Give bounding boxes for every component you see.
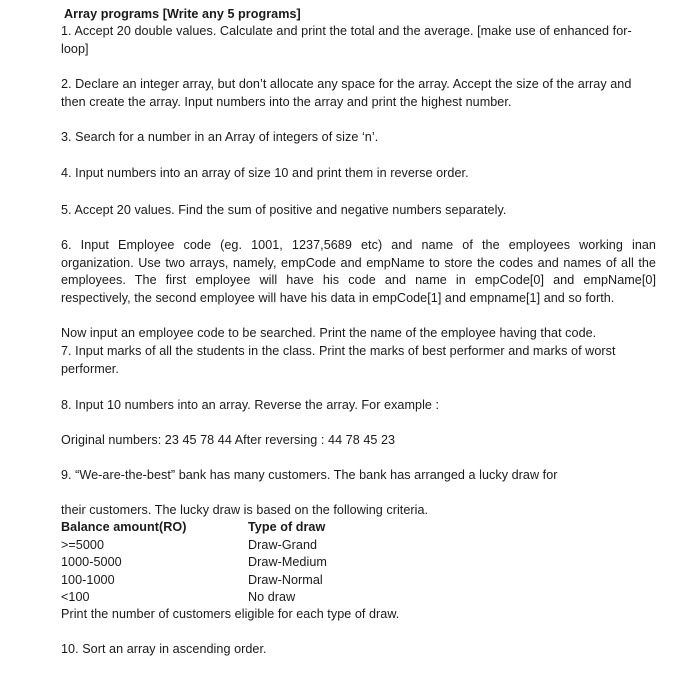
question-9-line-1: 9. “We-are-the-best” bank has many customers. The bank has arranged a lucky draw for xyxy=(61,468,558,482)
question-4: 4. Input numbers into an array of size 10 and print them in reverse order. xyxy=(61,166,469,180)
draw-table-row-balance: >=5000 xyxy=(61,538,105,552)
question-8-example: Original numbers: 23 45 78 44 After reversing : 44 78 45 23 xyxy=(61,433,396,447)
draw-table-row-type: Draw-Medium xyxy=(248,555,327,569)
question-8-line-1: 8. Input 10 numbers into an array. Reverse the array. For example : xyxy=(61,398,440,412)
question-7-line-1: 7. Input marks of all the students in the class. Print the marks of best performer and marks of worst xyxy=(61,344,616,358)
question-5: 5. Accept 20 values. Find the sum of positive and negative numbers separately. xyxy=(61,203,507,217)
question-2-line-2: then create the array. Input numbers into the array and print the highest number. xyxy=(61,95,512,109)
question-3: 3. Search for a number in an Array of integers of size ‘n’. xyxy=(61,130,379,144)
question-1-line-2: loop] xyxy=(61,42,89,56)
draw-table-header-type: Type of draw xyxy=(248,520,326,534)
page-heading: Array programs [Write any 5 programs] xyxy=(64,7,301,21)
question-9-closing: Print the number of customers eligible for each type of draw. xyxy=(61,607,400,621)
question-6-line-4: respectively, the second employee will have his data in empCode[1] and empname[1] and so forth. xyxy=(61,291,615,305)
question-6-followup: Now input an employee code to be searched. Print the name of the employee having that code. xyxy=(61,326,597,340)
question-6-line-1: 6. Input Employee code (eg. 1001, 1237,5689 etc) and name of the employees working inan xyxy=(61,238,656,252)
question-10: 10. Sort an array in ascending order. xyxy=(61,642,267,656)
draw-table-row-type: Draw-Grand xyxy=(248,538,318,552)
draw-table-header-balance: Balance amount(RO) xyxy=(61,520,187,534)
question-9-line-2: their customers. The lucky draw is based on the following criteria. xyxy=(61,503,429,517)
question-6-line-2: organization. Use two arrays, namely, empCode and empName to store the codes and names of all the xyxy=(61,256,656,270)
question-2-line-1: 2. Declare an integer array, but don’t allocate any space for the array. Accept the size of the array and xyxy=(61,77,632,91)
draw-table-row-balance: <100 xyxy=(61,590,90,604)
question-6-line-3: employees. The first employee will have his code and name in empCode[0] and empName[0] xyxy=(61,273,656,287)
draw-table-row-balance: 100-1000 xyxy=(61,573,115,587)
draw-table-row-balance: 1000-5000 xyxy=(61,555,122,569)
question-7-line-2: performer. xyxy=(61,362,119,376)
draw-table-row-type: Draw-Normal xyxy=(248,573,323,587)
draw-table-row-type: No draw xyxy=(248,590,296,604)
question-1-line-1: 1. Accept 20 double values. Calculate and print the total and the average. [make use of enhanced for- xyxy=(61,24,632,38)
